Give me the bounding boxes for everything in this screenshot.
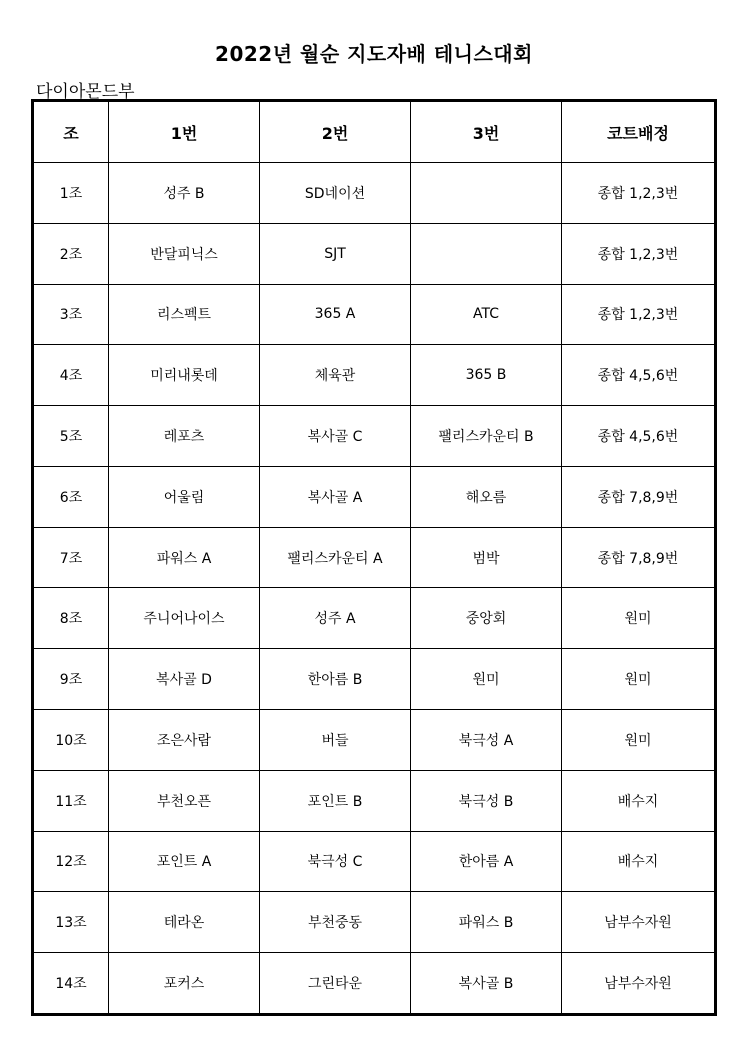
cell-group: 13조 (33, 892, 109, 953)
table-row (33, 284, 716, 345)
cell-team-1: 레포츠 (109, 406, 260, 467)
cell-team-2: 복사골 A (260, 466, 411, 527)
table-body (33, 163, 716, 1015)
cell-team-1: 반달피닉스 (109, 223, 260, 284)
cell-court: 남부수자원 (562, 892, 716, 953)
cell-group: 11조 (33, 770, 109, 831)
table-row (33, 588, 716, 649)
table-row (33, 710, 716, 771)
table-row (33, 649, 716, 710)
table-header-row (33, 101, 716, 163)
cell-team-3: 북극성 A (411, 710, 562, 771)
cell-team-3: 복사골 B (411, 953, 562, 1015)
cell-team-2: 팰리스카운티 A (260, 527, 411, 588)
cell-group: 2조 (33, 223, 109, 284)
cell-team-3 (411, 163, 562, 224)
cell-group: 8조 (33, 588, 109, 649)
table-row (33, 345, 716, 406)
cell-team-2: 365 A (260, 284, 411, 345)
cell-group: 3조 (33, 284, 109, 345)
cell-team-3 (411, 223, 562, 284)
cell-team-1: 어울림 (109, 466, 260, 527)
cell-group: 6조 (33, 466, 109, 527)
cell-court: 종합 4,5,6번 (562, 406, 716, 467)
cell-group: 7조 (33, 527, 109, 588)
cell-team-1: 성주 B (109, 163, 260, 224)
header-slot-3: 3번 (411, 101, 562, 163)
cell-team-2: 포인트 B (260, 770, 411, 831)
group-assignment-table (31, 99, 717, 1016)
cell-team-3: 365 B (411, 345, 562, 406)
cell-team-3: ATC (411, 284, 562, 345)
cell-court: 원미 (562, 588, 716, 649)
cell-team-3: 범박 (411, 527, 562, 588)
cell-team-3: 한아름 A (411, 831, 562, 892)
cell-court: 종합 7,8,9번 (562, 466, 716, 527)
table-row (33, 770, 716, 831)
cell-team-1: 포커스 (109, 953, 260, 1015)
cell-group: 14조 (33, 953, 109, 1015)
division-label: 다이아몬드부 (36, 82, 135, 102)
cell-team-2: SD네이션 (260, 163, 411, 224)
table-row (33, 953, 716, 1015)
cell-team-2: 버들 (260, 710, 411, 771)
cell-group: 12조 (33, 831, 109, 892)
header-group: 조 (33, 101, 109, 163)
cell-team-2: 한아름 B (260, 649, 411, 710)
cell-team-2: 북극성 C (260, 831, 411, 892)
table-row (33, 163, 716, 224)
header-slot-2: 2번 (260, 101, 411, 163)
table-row (33, 527, 716, 588)
cell-team-3: 파워스 B (411, 892, 562, 953)
cell-team-1: 조은사람 (109, 710, 260, 771)
cell-team-3: 해오름 (411, 466, 562, 527)
table-row (33, 406, 716, 467)
table-row (33, 466, 716, 527)
cell-court: 종합 7,8,9번 (562, 527, 716, 588)
cell-group: 10조 (33, 710, 109, 771)
cell-group: 9조 (33, 649, 109, 710)
header-court: 코트배정 (562, 101, 716, 163)
cell-team-1: 포인트 A (109, 831, 260, 892)
cell-team-3: 원미 (411, 649, 562, 710)
cell-team-1: 복사골 D (109, 649, 260, 710)
cell-team-2: 복사골 C (260, 406, 411, 467)
cell-team-2: 성주 A (260, 588, 411, 649)
cell-team-1: 미리내롯데 (109, 345, 260, 406)
cell-court: 남부수자원 (562, 953, 716, 1015)
table-row (33, 831, 716, 892)
cell-team-1: 리스펙트 (109, 284, 260, 345)
cell-court: 원미 (562, 710, 716, 771)
cell-court: 종합 4,5,6번 (562, 345, 716, 406)
cell-court: 종합 1,2,3번 (562, 284, 716, 345)
header-slot-1: 1번 (109, 101, 260, 163)
page-title: 2022년 월순 지도자배 테니스대회 (215, 42, 533, 66)
cell-team-2: SJT (260, 223, 411, 284)
cell-team-1: 파워스 A (109, 527, 260, 588)
table-row (33, 223, 716, 284)
table-row (33, 892, 716, 953)
cell-group: 4조 (33, 345, 109, 406)
cell-court: 종합 1,2,3번 (562, 163, 716, 224)
cell-court: 원미 (562, 649, 716, 710)
cell-group: 1조 (33, 163, 109, 224)
cell-court: 배수지 (562, 831, 716, 892)
cell-court: 배수지 (562, 770, 716, 831)
cell-team-2: 부천중동 (260, 892, 411, 953)
cell-team-3: 팰리스카운티 B (411, 406, 562, 467)
cell-team-1: 주니어나이스 (109, 588, 260, 649)
cell-team-3: 중앙회 (411, 588, 562, 649)
cell-team-2: 그린타운 (260, 953, 411, 1015)
cell-group: 5조 (33, 406, 109, 467)
cell-team-1: 테라온 (109, 892, 260, 953)
cell-court: 종합 1,2,3번 (562, 223, 716, 284)
cell-team-1: 부천오픈 (109, 770, 260, 831)
cell-team-2: 체육관 (260, 345, 411, 406)
cell-team-3: 북극성 B (411, 770, 562, 831)
